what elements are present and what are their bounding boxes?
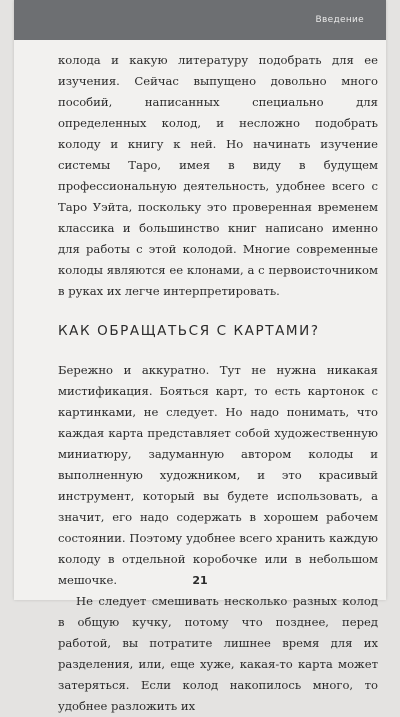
page-number: 21 [192,574,208,587]
header-band [14,0,386,40]
section-heading [58,321,378,342]
paragraph-intro: колода и какую литературу подобрать для ее изучения. Сейчас выпущено довольно много пособий, написанных специально для определенных колод, и несложно подобрать колоду и книгу к ней. Но начинать изучение системы Таро, имея в виду в будущем профессиональную деятельность, удобнее всего с Таро Уэйта, поскольку это проверенная временем классика и большинство книг написано именно для работы с этой колодой. Многие современные колоды являются ее клонами, а с первоисточником в руках их легче интерпретировать. [58,53,378,298]
section-heading-text: КАК ОБРАЩАТЬСЯ С КАРТАМИ? [58,323,320,339]
running-head: Введение [315,15,364,25]
paragraph-handling: Бережно и аккуратно. Тут не нужна никакая мистификация. Бояться карт, то есть картонок с картинками, не следует. Но надо понимать, что каждая карта представляет собой художественную миниатюру, задуманную автором колоды и выполненную художником, и это красивый инструмент, который вы будете использовать, а значит, его надо содержать в хорошем рабочем состоянии. Поэтому удобнее всего хранить каждую колоду в отдельной коробочке или в небольшом мешочке. [58,363,378,587]
body-text [58,50,378,717]
book-page [14,0,386,713]
paragraph-mixing: Не следует смешивать несколько разных колод в общую кучку, потому что позднее, перед работой, вы потратите лишнее время для их разделения, или, еще хуже, какая-то карта может затеряться. Если колод накопилось много, то удобнее разложить их [58,594,378,713]
